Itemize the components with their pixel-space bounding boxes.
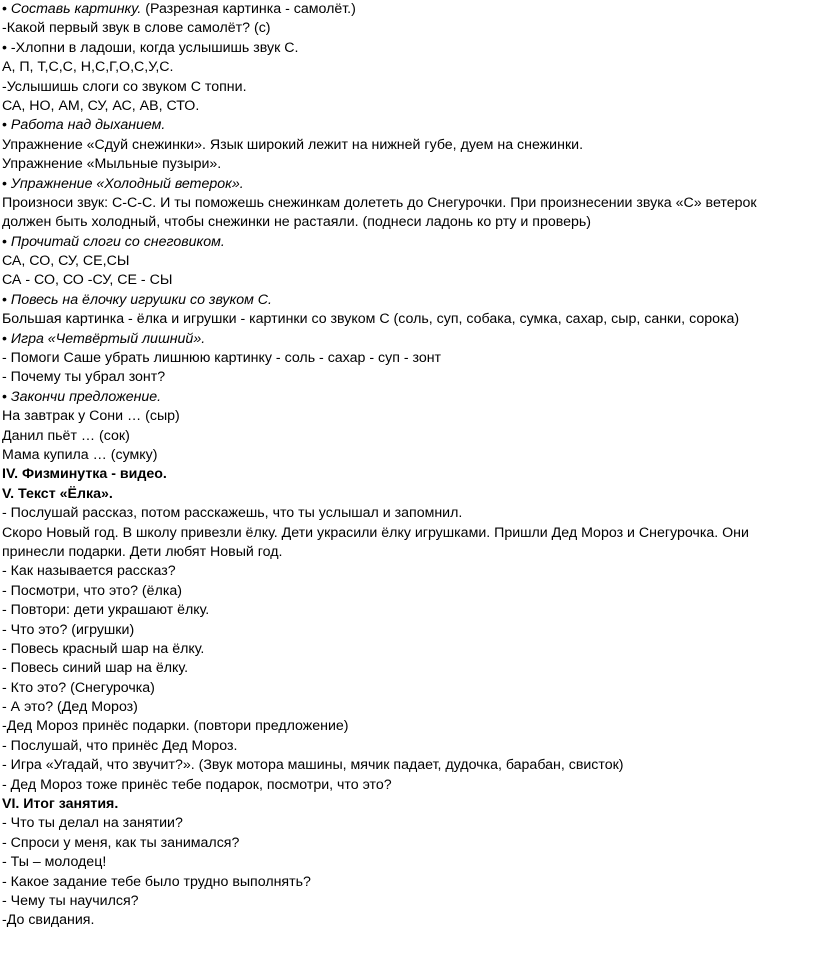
line-text: должен быть холодный, чтобы снежинки не растаяли. (поднеси ладонь ко рту и проверь) (2, 214, 592, 231)
text-line (2, 465, 814, 484)
text-line (2, 504, 814, 523)
text-line (2, 640, 814, 659)
line-text: - Повтори: дети украшают ёлку. (2, 602, 210, 619)
text-line (2, 427, 814, 446)
italic-heading: Игра «Четвёртый лишний». (10, 330, 206, 347)
text-line (2, 795, 814, 814)
text-line (2, 349, 814, 368)
section-heading: VI. Итог занятия. (2, 796, 119, 813)
line-text: • (2, 1, 11, 17)
line-text: Произноси звук: С-С-С. И ты поможешь снежинкам долететь до Снегурочки. При произнесении звука «С» ветерок (2, 194, 757, 211)
line-text: СА, СО, СУ, СЕ,СЫ (2, 253, 130, 270)
line-text: СА - СО, СО -СУ, СЕ - СЫ (2, 272, 173, 289)
line-text: На завтрак у Сони … (сыр) (2, 408, 180, 425)
section-heading: IV. Физминутка - видео. (2, 466, 167, 483)
line-text: Упражнение «Мыльные пузыри». (2, 156, 222, 173)
line-text: - Что это? (игрушки) (2, 621, 135, 638)
line-text: - Почему ты убрал зонт? (2, 369, 166, 386)
text-line (2, 310, 814, 329)
text-line (2, 407, 814, 426)
line-text: - Посмотри, что это? (ёлка) (2, 582, 182, 599)
italic-heading: Прочитай слоги со снеговиком. (10, 233, 225, 250)
text-line (2, 853, 814, 872)
text-line (2, 213, 814, 232)
text-line (2, 78, 814, 97)
text-line (2, 601, 814, 620)
text-line (2, 116, 814, 135)
line-text: - А это? (Дед Мороз) (2, 699, 138, 716)
italic-heading: Упражнение «Холодный ветерок». (10, 175, 244, 192)
line-text: А, П, Т,С,С, Н,С,Г,О,С,У,С. (2, 59, 174, 76)
section-heading: V. Текст «Ёлка». (2, 485, 113, 502)
text-line (2, 330, 814, 349)
text-line (2, 659, 814, 678)
italic-heading: Работа над дыханием. (10, 117, 166, 134)
line-text: - Спроси у меня, как ты занимался? (2, 834, 240, 851)
text-line (2, 543, 814, 562)
text-line (2, 698, 814, 717)
line-text: - Чему ты научился? (2, 892, 139, 909)
text-line (2, 155, 814, 174)
line-text: принесли подарки. Дети любят Новый год. (2, 543, 283, 560)
text-line (2, 873, 814, 892)
line-text: -Какой первый звук в слове самолёт? (с) (2, 20, 271, 37)
line-text: • (2, 175, 11, 192)
line-text: Большая картинка - ёлка и игрушки - картинки со звуком С (соль, суп, собака, сумка, сахар, сыр, санки, сорока) (2, 311, 740, 328)
text-line (2, 621, 814, 640)
line-text: - Послушай рассказ, потом расскажешь, что ты услышал и запомнил. (2, 505, 463, 522)
line-text: СА, НО, АМ, СУ, АС, АВ, СТО. (2, 97, 200, 114)
text-line (2, 446, 814, 465)
text-line (2, 911, 814, 930)
line-text: -Дед Мороз принёс подарки. (повтори предложение) (2, 718, 349, 735)
text-line (2, 582, 814, 601)
text-line (2, 233, 814, 252)
line-text: - Помоги Саше убрать лишнюю картинку - соль - сахар - суп - зонт (2, 350, 442, 367)
text-line (2, 756, 814, 775)
italic-heading: Закончи предложение. (10, 388, 162, 405)
text-line (2, 252, 814, 271)
line-text: - Повесь красный шар на ёлку. (2, 640, 205, 657)
text-line (2, 562, 814, 581)
line-text: Данил пьёт … (сок) (2, 427, 130, 444)
text-line (2, 58, 814, 77)
text-line (2, 175, 814, 194)
line-text: (Разрезная картинка - самолёт.) (141, 1, 356, 17)
line-text: • -Хлопни в ладоши, когда услышишь звук С. (2, 39, 299, 56)
text-line (2, 136, 814, 155)
text-line (2, 737, 814, 756)
line-text: - Игра «Угадай, что звучит?». (Звук мотора машины, мячик падает, дудочка, барабан, свисток) (2, 757, 624, 774)
line-text: - Ты – молодец! (2, 854, 107, 871)
line-text: - Как называется рассказ? (2, 563, 176, 580)
text-line (2, 39, 814, 58)
line-text: -До свидания. (2, 912, 95, 929)
line-text: Упражнение «Сдуй снежинки». Язык широкий лежит на нижней губе, дуем на снежинки. (2, 136, 584, 153)
text-line (2, 19, 814, 38)
text-line (2, 291, 814, 310)
line-text: Мама купила … (сумку) (2, 446, 158, 463)
italic-heading: Повесь на ёлочку игрушки со звуком С. (10, 291, 272, 308)
line-text: • (2, 330, 11, 347)
text-line (2, 814, 814, 833)
text-line (2, 679, 814, 698)
line-text: - Кто это? (Снегурочка) (2, 679, 155, 696)
line-text: - Что ты делал на занятии? (2, 815, 183, 832)
line-text: • (2, 233, 11, 250)
text-line (2, 834, 814, 853)
line-text: Скоро Новый год. В школу привезли ёлку. Дети украсили ёлку игрушками. Пришли Дед Мороз и Снегурочка. Они (2, 524, 749, 541)
text-line (2, 368, 814, 387)
text-line (2, 892, 814, 911)
text-line (2, 97, 814, 116)
line-text: • (2, 291, 11, 308)
text-line (2, 776, 814, 795)
text-line (2, 0, 814, 19)
line-text: -Услышишь слоги со звуком С топни. (2, 78, 247, 95)
line-text: - Повесь синий шар на ёлку. (2, 660, 189, 677)
line-text: - Какое задание тебе было трудно выполнять? (2, 873, 311, 890)
italic-heading: Составь картинку. (10, 1, 142, 17)
text-line (2, 485, 814, 504)
line-text: • (2, 388, 11, 405)
text-line (2, 717, 814, 736)
line-text: • (2, 117, 11, 134)
text-line (2, 388, 814, 407)
text-line (2, 271, 814, 290)
line-text: - Дед Мороз тоже принёс тебе подарок, посмотри, что это? (2, 776, 392, 793)
text-line (2, 194, 814, 213)
line-text: - Послушай, что принёс Дед Мороз. (2, 737, 238, 754)
text-line (2, 524, 814, 543)
